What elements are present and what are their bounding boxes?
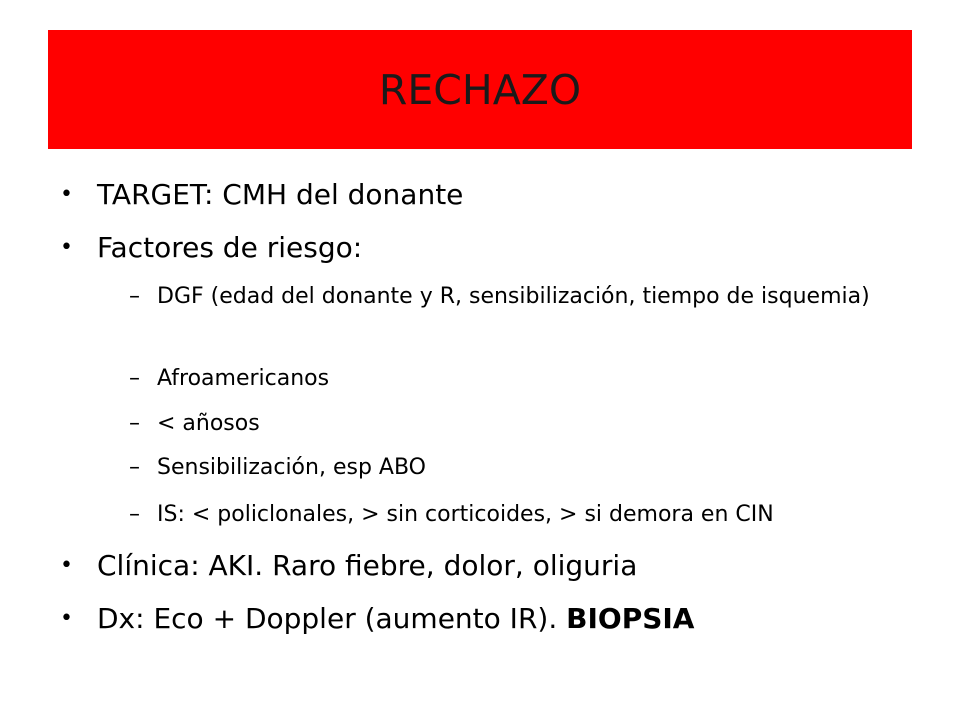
sub-bullet-text: DGF (edad del donante y R, sensibilización, tiempo de isquemia) <box>157 284 870 309</box>
sub-bullet-marker: – <box>129 284 140 309</box>
title-bar <box>48 30 912 149</box>
sub-bullet-text: Afroamericanos <box>157 366 330 391</box>
bullet-text: Factores de riesgo: <box>97 231 363 264</box>
bullet-marker: • <box>60 606 73 631</box>
bullet-text-bold: BIOPSIA <box>566 602 695 635</box>
bullet-text: TARGET: CMH del donante <box>97 178 464 211</box>
bullet-text: Clínica: AKI. Raro fiebre, dolor, oliguria <box>97 549 638 582</box>
bullet-marker: • <box>60 553 73 578</box>
sub-bullet-marker: – <box>129 366 140 391</box>
sub-bullet-marker: – <box>129 411 140 436</box>
sub-bullet-marker: – <box>129 502 140 527</box>
slide-title: RECHAZO <box>378 65 582 114</box>
bullet-marker: • <box>60 182 73 207</box>
bullet-text <box>97 602 694 636</box>
sub-bullet-text: IS: < policlonales, > sin corticoides, > si demora en CIN <box>157 502 774 527</box>
sub-bullet-text: < añosos <box>157 411 260 436</box>
bullet-marker: • <box>60 235 73 260</box>
sub-bullet-marker: – <box>129 455 140 480</box>
sub-bullet-text: Sensibilización, esp ABO <box>157 455 426 480</box>
bullet-text-regular: Dx: Eco + Doppler (aumento IR). <box>97 602 567 635</box>
